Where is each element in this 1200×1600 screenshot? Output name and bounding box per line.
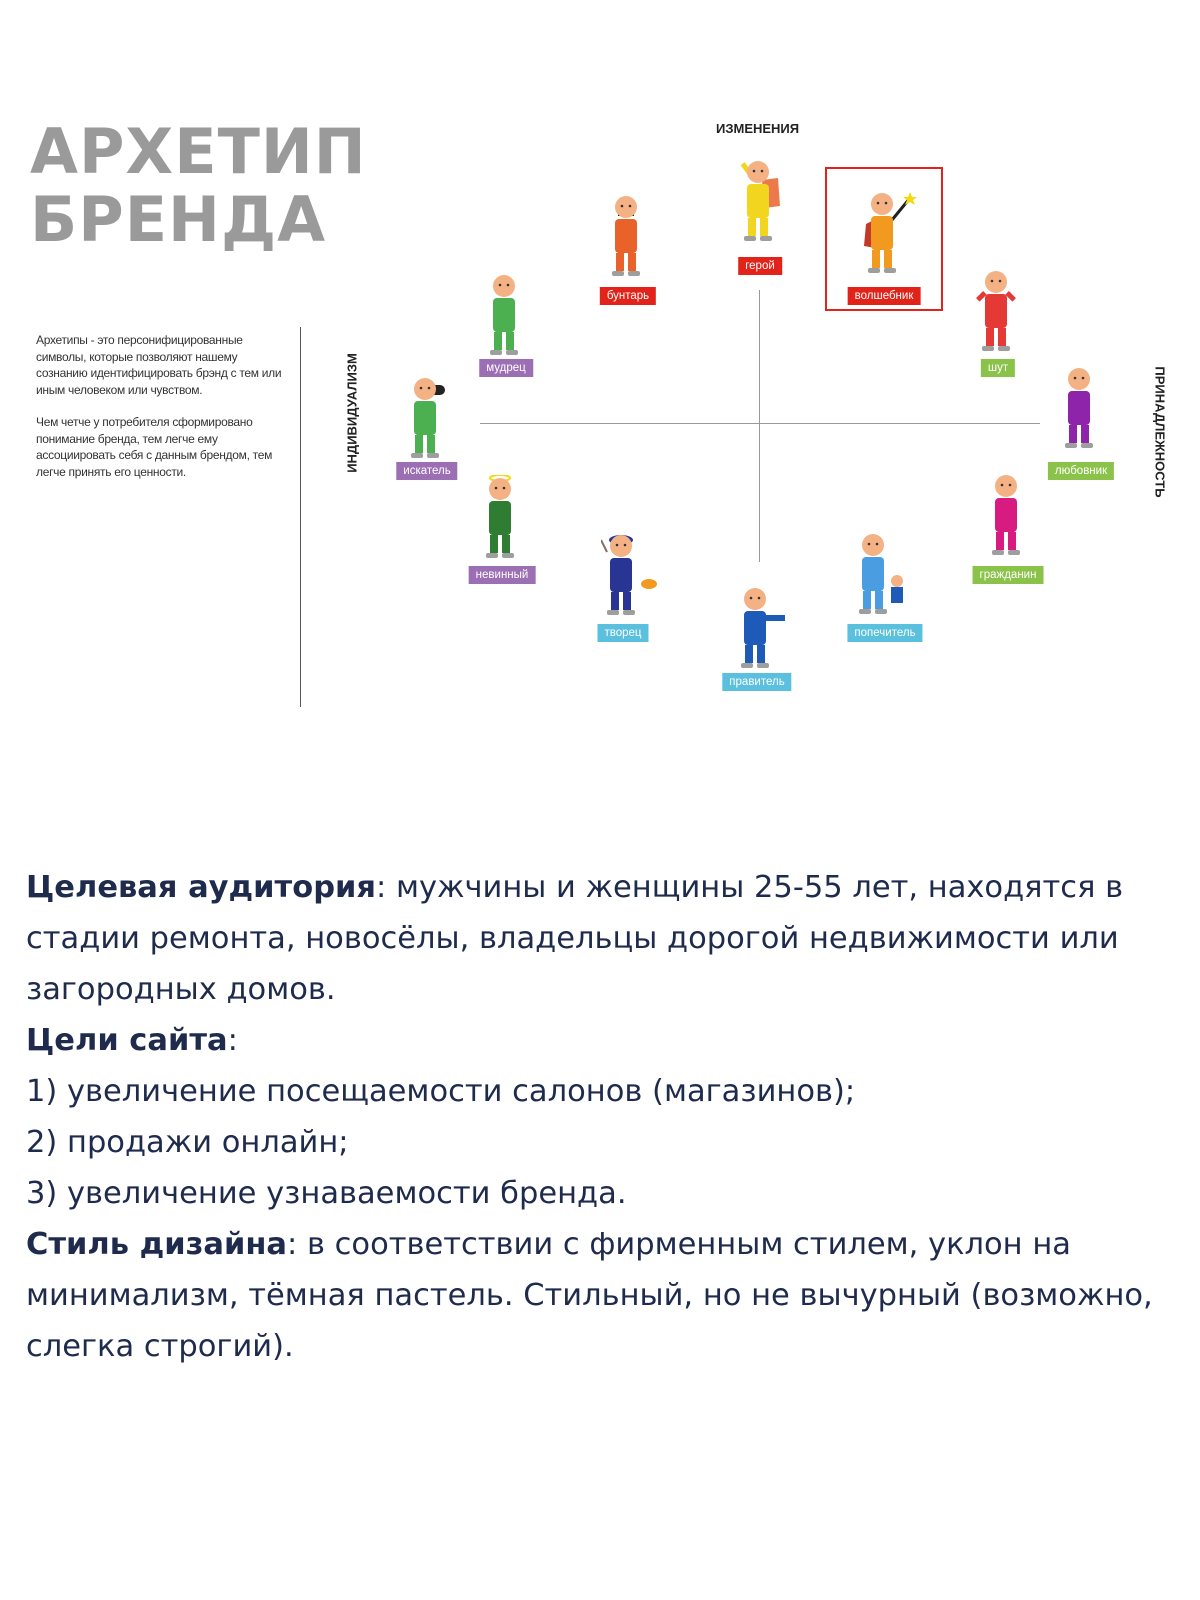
axis-label-top: ИЗМЕНЕНИЯ [716, 121, 800, 136]
archetype-label: бунтарь [600, 287, 656, 305]
explorer-figure-icon [405, 375, 465, 465]
creator-figure-icon [601, 532, 661, 622]
goals-colon: : [227, 1023, 238, 1058]
horizontal-axis-line [480, 423, 1040, 424]
archetype-label: шут [981, 359, 1015, 377]
magician-figure-icon [862, 190, 922, 280]
archetype-label: невинный [469, 566, 536, 584]
page-title [30, 115, 367, 256]
citizen-figure-icon [986, 472, 1046, 562]
archetype-label: гражданин [973, 566, 1044, 584]
intro-paragraph-1: Архетипы - это персонифицированные символы, которые позволяют нашему сознанию идентифицировать брэнд с тем или иным человеком или чувством. [36, 333, 282, 397]
style-label: Стиль дизайна [26, 1227, 288, 1262]
audience-paragraph [26, 862, 1186, 1015]
archetype-label: попечитель [847, 624, 922, 642]
title-line-1: АРХЕТИП [30, 115, 367, 188]
archetype-label: герой [738, 257, 782, 275]
goal-item-1: 1) увеличение посещаемости салонов (магазинов); [26, 1074, 856, 1109]
caregiver-figure-icon [853, 531, 913, 621]
archetype-label: мудрец [479, 359, 533, 377]
axis-label-right: ПРИНАДЛЕЖНОСТЬ [1152, 366, 1168, 498]
goals-heading [26, 1015, 1186, 1066]
archetype-label: волшебник [848, 287, 921, 305]
axis-label-left: ИНДИВИДУАЛИЗМ [344, 353, 360, 473]
intro-text [36, 332, 284, 496]
lover-figure-icon [1059, 365, 1119, 455]
audience-label: Целевая аудитория [26, 870, 376, 905]
sage-figure-icon [484, 272, 544, 362]
title-line-2: БРЕНДА [30, 183, 327, 256]
jester-figure-icon [976, 268, 1036, 358]
goals-label: Цели сайта [26, 1023, 228, 1058]
goal-item-3: 3) увеличение узнаваемости бренда. [26, 1176, 627, 1211]
hero-figure-icon [738, 158, 798, 248]
intro-paragraph-2: Чем четче у потребителя сформировано понимание бренда, тем легче ему ассоциировать себя с данным брендом, тем легче принять его ценности. [36, 415, 273, 479]
style-text: : в соответствии с фирменным стилем, уклон на минимализм, тёмная пастель. Стильный, но не вычурный (возможно, слегка строгий). [26, 1227, 1153, 1364]
innocent-figure-icon [480, 475, 540, 565]
style-paragraph [26, 1219, 1186, 1372]
goal-item-2: 2) продажи онлайн; [26, 1125, 349, 1160]
archetype-label: искатель [396, 462, 457, 480]
project-brief [26, 862, 1186, 1372]
divider-line [300, 327, 301, 707]
ruler-figure-icon [735, 585, 795, 675]
vertical-axis-line [759, 290, 760, 562]
archetype-label: творец [597, 624, 648, 642]
archetype-label: любовник [1048, 462, 1114, 480]
rebel-figure-icon [606, 193, 666, 283]
audience-text: : мужчины и женщины 25-55 лет, находятся в стадии ремонта, новосёлы, владельцы дорогой недвижимости или загородных домов. [26, 870, 1124, 1007]
archetype-label: правитель [722, 673, 791, 691]
